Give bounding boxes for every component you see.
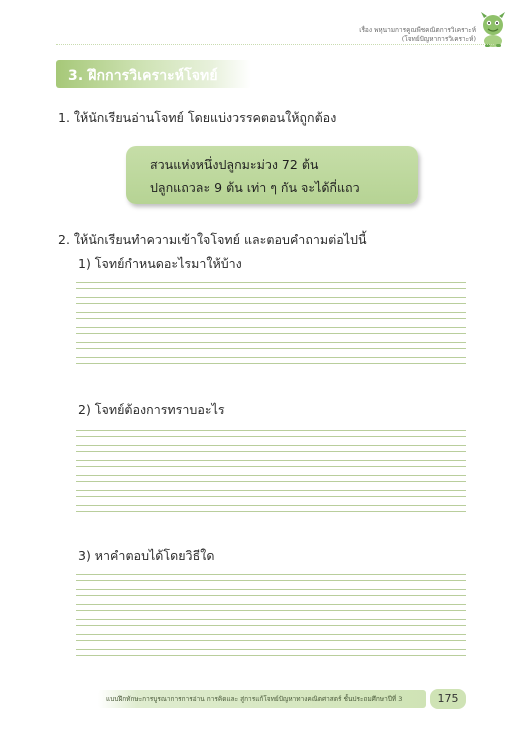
question-1: 1. ให้นักเรียนอ่านโจทย์ โดยแบ่งวรรคตอนให้ถูกต้อง <box>58 110 337 125</box>
header-line-2: (โจทย์ปัญหาการวิเคราะห์) <box>401 35 476 43</box>
sub-question-3: 3) หาคำตอบได้โดยวิธีใด <box>78 548 215 563</box>
header-line-1: เรื่อง พหุนามการคูณพีชคณิตการวิเคราะห์ <box>359 26 476 34</box>
problem-line-2: ปลูกแถวละ 9 ต้น เท่า ๆ กัน จะได้กี่แถว <box>150 180 360 195</box>
answer-lines-1[interactable] <box>76 282 466 369</box>
section-title-banner <box>56 60 251 88</box>
sub-question-1: 1) โจทย์กำหนดอะไรมาให้บ้าง <box>78 256 242 271</box>
running-header <box>276 26 476 44</box>
answer-lines-2[interactable] <box>76 430 466 517</box>
footer-text: แบบฝึกทักษะการบูรณาการการอ่าน การคิดและ สู่การแก้โจทย์ปัญหาทางคณิตศาสตร์ ชั้นประถมศึกษาปีที่ 3 <box>106 695 403 703</box>
page-number: 175 <box>430 689 466 709</box>
header-divider <box>56 44 494 45</box>
mascot-icon <box>476 10 510 48</box>
answer-lines-3[interactable] <box>76 574 466 661</box>
problem-box <box>126 146 418 204</box>
section-title: 3. ฝึกการวิเคราะห์โจทย์ <box>68 68 218 84</box>
sub-question-2: 2) โจทย์ต้องการทราบอะไร <box>78 402 225 417</box>
footer-bar <box>98 690 426 708</box>
question-2: 2. ให้นักเรียนทำความเข้าใจโจทย์ และตอบคำถามต่อไปนี้ <box>58 232 367 247</box>
problem-line-1: สวนแห่งหนึ่งปลูกมะม่วง 72 ต้น <box>150 157 319 172</box>
